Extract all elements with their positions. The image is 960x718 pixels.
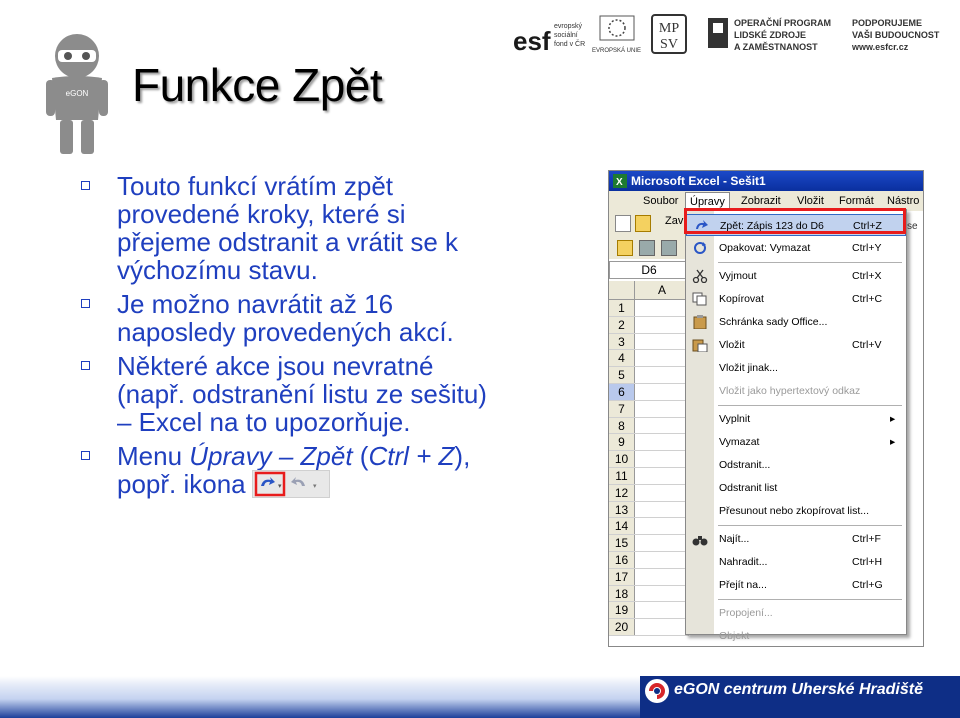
menu-item bbox=[686, 380, 906, 402]
excel-app-icon bbox=[613, 174, 627, 188]
eu-logo bbox=[592, 16, 641, 54]
table-row bbox=[609, 602, 689, 619]
menu-item-label: Vyjmout bbox=[719, 270, 757, 282]
menu-item[interactable] bbox=[686, 454, 906, 476]
menu-item-label: Najít... bbox=[719, 533, 750, 545]
toolbar-icon-3[interactable] bbox=[661, 240, 677, 256]
menu-item[interactable] bbox=[686, 265, 906, 287]
name-box[interactable]: D6 bbox=[609, 261, 689, 279]
row-header[interactable]: 4 bbox=[609, 350, 635, 366]
bullet-square-icon bbox=[81, 181, 90, 190]
row-header[interactable]: 16 bbox=[609, 552, 635, 568]
bullet-2 bbox=[75, 290, 585, 346]
egon-mascot-icon bbox=[42, 30, 112, 155]
menu-format[interactable]: Formát bbox=[839, 195, 874, 207]
sponsor-logos bbox=[512, 12, 952, 56]
open-folder-icon[interactable] bbox=[635, 215, 651, 232]
row-header[interactable]: 17 bbox=[609, 569, 635, 585]
toolbar-fragment-zav: Zav bbox=[665, 215, 684, 227]
menu-item-label: Odstranit list bbox=[719, 482, 778, 494]
footer-text: eGON centrum Uherské Hradiště bbox=[674, 681, 923, 698]
slide-title: Funkce Zpět bbox=[132, 59, 383, 111]
upravy-dropdown-menu bbox=[685, 209, 907, 642]
table-row bbox=[609, 485, 689, 502]
menu-item-shortcut: Ctrl+H bbox=[852, 556, 883, 568]
mascot-label: eGON bbox=[65, 89, 89, 98]
menu-vlozit[interactable]: Vložit bbox=[797, 195, 824, 207]
bullet-4 bbox=[75, 442, 585, 500]
menu-separator bbox=[718, 405, 902, 406]
row-header[interactable]: 11 bbox=[609, 468, 635, 484]
menu-item[interactable] bbox=[686, 237, 906, 259]
menu-item-label: Objekt bbox=[719, 630, 750, 642]
bullet-4-line-1 bbox=[117, 442, 585, 470]
menu-open: ( bbox=[352, 441, 369, 471]
scissors-icon bbox=[692, 269, 708, 283]
clipboard-icon bbox=[692, 315, 708, 329]
copy-icon bbox=[692, 292, 708, 306]
op-lz-logo bbox=[708, 17, 831, 52]
esf-line-3: fond v ČR bbox=[554, 41, 586, 48]
bullet-1 bbox=[75, 172, 585, 284]
toolbar-fragment-se: se bbox=[907, 221, 918, 232]
bullet-1-line-3: přejeme odstranit a vrátit se k bbox=[117, 227, 459, 257]
menu-item-label: Vložit jinak... bbox=[719, 362, 778, 374]
bullet-2-line-1: Je možno navrátit až 16 bbox=[117, 289, 394, 319]
menu-close: ), bbox=[454, 441, 471, 471]
esf-line-2: sociální bbox=[554, 32, 578, 39]
menu-separator bbox=[718, 599, 902, 600]
esf-logo bbox=[512, 14, 585, 56]
menu-item-shortcut: Ctrl+Z bbox=[853, 220, 882, 232]
row-header[interactable]: 3 bbox=[609, 334, 635, 350]
menu-item-label: Vymazat bbox=[719, 436, 760, 448]
menu-item-shortcut: Ctrl+C bbox=[852, 293, 883, 305]
support-line-2: VAŠI BUDOUCNOST bbox=[852, 30, 940, 40]
bullet-3-line-3: – Excel na to upozorňuje. bbox=[117, 407, 411, 437]
support-logo bbox=[851, 18, 940, 52]
table-row bbox=[609, 569, 689, 586]
bullet-1-line-1: Touto funkcí vrátím zpět bbox=[117, 171, 394, 201]
table-row bbox=[609, 552, 689, 569]
excel-toolbar-formatting bbox=[609, 235, 689, 259]
row-header[interactable]: 12 bbox=[609, 485, 635, 501]
bullet-2-line-2: naposledy provedených akcí. bbox=[117, 317, 454, 347]
row-header[interactable]: 19 bbox=[609, 602, 635, 618]
table-row bbox=[609, 451, 689, 468]
eu-caption: EVROPSKÁ UNIE bbox=[592, 48, 642, 54]
menu-nastroje[interactable]: Nástro bbox=[887, 195, 920, 207]
table-row bbox=[609, 518, 689, 535]
menu-item[interactable] bbox=[686, 214, 906, 236]
svg-text:▾: ▾ bbox=[312, 482, 317, 491]
excel-menubar bbox=[609, 191, 923, 211]
menu-item-label: Opakovat: Vymazat bbox=[719, 242, 811, 254]
bullet-square-icon bbox=[81, 299, 90, 308]
submenu-arrow-icon: ▸ bbox=[890, 436, 896, 448]
submenu-arrow-icon: ▸ bbox=[890, 413, 896, 425]
esf-line-1: evropský bbox=[554, 23, 583, 30]
menu-item[interactable] bbox=[686, 357, 906, 379]
menu-item[interactable] bbox=[686, 500, 906, 522]
excel-titlebar bbox=[609, 171, 923, 191]
row-header[interactable]: 20 bbox=[609, 619, 635, 635]
bullet-3-line-2: (např. odstranění listu ze sešitu) bbox=[117, 379, 487, 409]
support-line-3: www.esfcr.cz bbox=[852, 42, 909, 52]
table-row bbox=[609, 468, 689, 485]
menu-item-shortcut: Ctrl+Y bbox=[852, 242, 882, 254]
table-row bbox=[609, 300, 689, 317]
table-row bbox=[609, 384, 689, 401]
undo-icon bbox=[693, 219, 709, 233]
menu-item-shortcut: Ctrl+X bbox=[852, 270, 882, 282]
excel-screenshot bbox=[608, 170, 924, 647]
mpsv-logo bbox=[652, 15, 686, 53]
table-row bbox=[609, 434, 689, 451]
bullet-square-icon bbox=[81, 451, 90, 460]
menu-item[interactable] bbox=[686, 477, 906, 499]
op-line-2: LIDSKÉ ZDROJE bbox=[734, 30, 807, 40]
menu-upravy[interactable]: Úpravy bbox=[685, 192, 730, 211]
new-document-icon[interactable] bbox=[615, 215, 631, 232]
toolbar-icon-1[interactable] bbox=[617, 240, 633, 256]
row-header[interactable]: 2 bbox=[609, 317, 635, 333]
row-header[interactable]: 6 bbox=[609, 384, 635, 400]
menu-item-label: Odstranit... bbox=[719, 459, 771, 471]
table-row bbox=[609, 535, 689, 552]
excel-window-title: Microsoft Excel - Sešit1 bbox=[631, 174, 766, 188]
table-row bbox=[609, 619, 689, 636]
table-row bbox=[609, 334, 689, 351]
mpsv-bottom: SV bbox=[660, 37, 678, 52]
bullet-1-line-4: výchozímu stavu. bbox=[117, 255, 318, 285]
redo-icon bbox=[692, 241, 708, 255]
paste-icon bbox=[692, 338, 708, 352]
menu-item-shortcut: Ctrl+V bbox=[852, 339, 882, 351]
bullet-3-line-1: Některé akce jsou nevratné bbox=[117, 351, 434, 381]
menu-item[interactable] bbox=[686, 551, 906, 573]
menu-item-label: Propojení... bbox=[719, 607, 773, 619]
table-row bbox=[609, 317, 689, 334]
bullet-4-line-2 bbox=[117, 470, 585, 500]
menu-soubor[interactable]: Soubor bbox=[643, 195, 679, 207]
select-all-corner[interactable] bbox=[609, 281, 635, 299]
row-header[interactable]: 7 bbox=[609, 401, 635, 417]
menu-prefix: Menu bbox=[117, 441, 190, 471]
row-header[interactable]: 10 bbox=[609, 451, 635, 467]
menu-item[interactable] bbox=[686, 288, 906, 310]
support-line-1: PODPORUJEME bbox=[852, 18, 923, 28]
table-row bbox=[609, 350, 689, 367]
egon-footer-logo-icon bbox=[642, 676, 672, 706]
row-header[interactable]: 5 bbox=[609, 367, 635, 383]
mpsv-top: MP bbox=[658, 21, 680, 36]
menu-item[interactable] bbox=[686, 528, 906, 550]
menu-item bbox=[686, 625, 906, 647]
menu-item[interactable] bbox=[686, 408, 906, 430]
menu-separator bbox=[718, 262, 902, 263]
menu-item-shortcut: Ctrl+G bbox=[852, 579, 883, 591]
table-row bbox=[609, 418, 689, 435]
row-header[interactable]: 14 bbox=[609, 518, 635, 534]
menu-item[interactable] bbox=[686, 431, 906, 453]
menu-item[interactable] bbox=[686, 334, 906, 356]
row-header[interactable]: 13 bbox=[609, 502, 635, 518]
menu-item-label: Vložit jako hypertextový odkaz bbox=[719, 385, 861, 397]
svg-text:▾: ▾ bbox=[277, 482, 282, 491]
menu-item-label: Přesunout nebo zkopírovat list... bbox=[719, 505, 869, 517]
binoculars-icon bbox=[692, 532, 708, 546]
row-header[interactable]: 8 bbox=[609, 418, 635, 434]
row-header[interactable]: 1 bbox=[609, 300, 635, 316]
menu-shortcut: Ctrl + Z bbox=[368, 441, 455, 471]
menu-item-label: Nahradit... bbox=[719, 556, 768, 568]
menu-item-label: Vložit bbox=[719, 339, 745, 351]
bullet-1-line-2: provedené kroky, které si bbox=[117, 199, 406, 229]
row-header[interactable]: 15 bbox=[609, 535, 635, 551]
row-header[interactable]: 9 bbox=[609, 434, 635, 450]
menu-item-label: Zpět: Zápis 123 do D6 bbox=[720, 220, 824, 232]
column-header-a[interactable]: A bbox=[657, 283, 666, 297]
column-header-row bbox=[609, 281, 689, 300]
menu-path: Úpravy – Zpět bbox=[189, 441, 353, 471]
table-row bbox=[609, 502, 689, 519]
toolbar-icon-2[interactable] bbox=[639, 240, 655, 256]
bullet-square-icon bbox=[81, 361, 90, 370]
menu-item-label: Přejít na... bbox=[719, 579, 767, 591]
svg-text:X: X bbox=[616, 177, 623, 188]
menu-item[interactable] bbox=[686, 311, 906, 333]
menu-item[interactable] bbox=[686, 574, 906, 596]
menu-item-label: Kopírovat bbox=[719, 293, 764, 305]
row-header[interactable]: 18 bbox=[609, 586, 635, 602]
undo-redo-toolbar-strip bbox=[252, 470, 330, 498]
op-line-3: A ZAMĚSTNANOST bbox=[734, 42, 818, 52]
menu-item-shortcut: Ctrl+F bbox=[852, 533, 881, 545]
menu-zobrazit[interactable]: Zobrazit bbox=[741, 195, 781, 207]
menu-item bbox=[686, 602, 906, 624]
esf-mark: esf bbox=[513, 26, 551, 56]
table-row bbox=[609, 586, 689, 603]
table-row bbox=[609, 367, 689, 384]
icon-caption: popř. ikona bbox=[117, 469, 246, 499]
row-headers bbox=[609, 300, 689, 636]
menu-item-label: Schránka sady Office... bbox=[719, 316, 828, 328]
menu-item-label: Vyplnit bbox=[719, 413, 751, 425]
bullet-list bbox=[75, 172, 585, 506]
op-line-1: OPERAČNÍ PROGRAM bbox=[734, 18, 832, 28]
menu-separator bbox=[718, 525, 902, 526]
table-row bbox=[609, 401, 689, 418]
excel-toolbar-standard bbox=[609, 211, 689, 235]
bullet-3 bbox=[75, 352, 585, 436]
